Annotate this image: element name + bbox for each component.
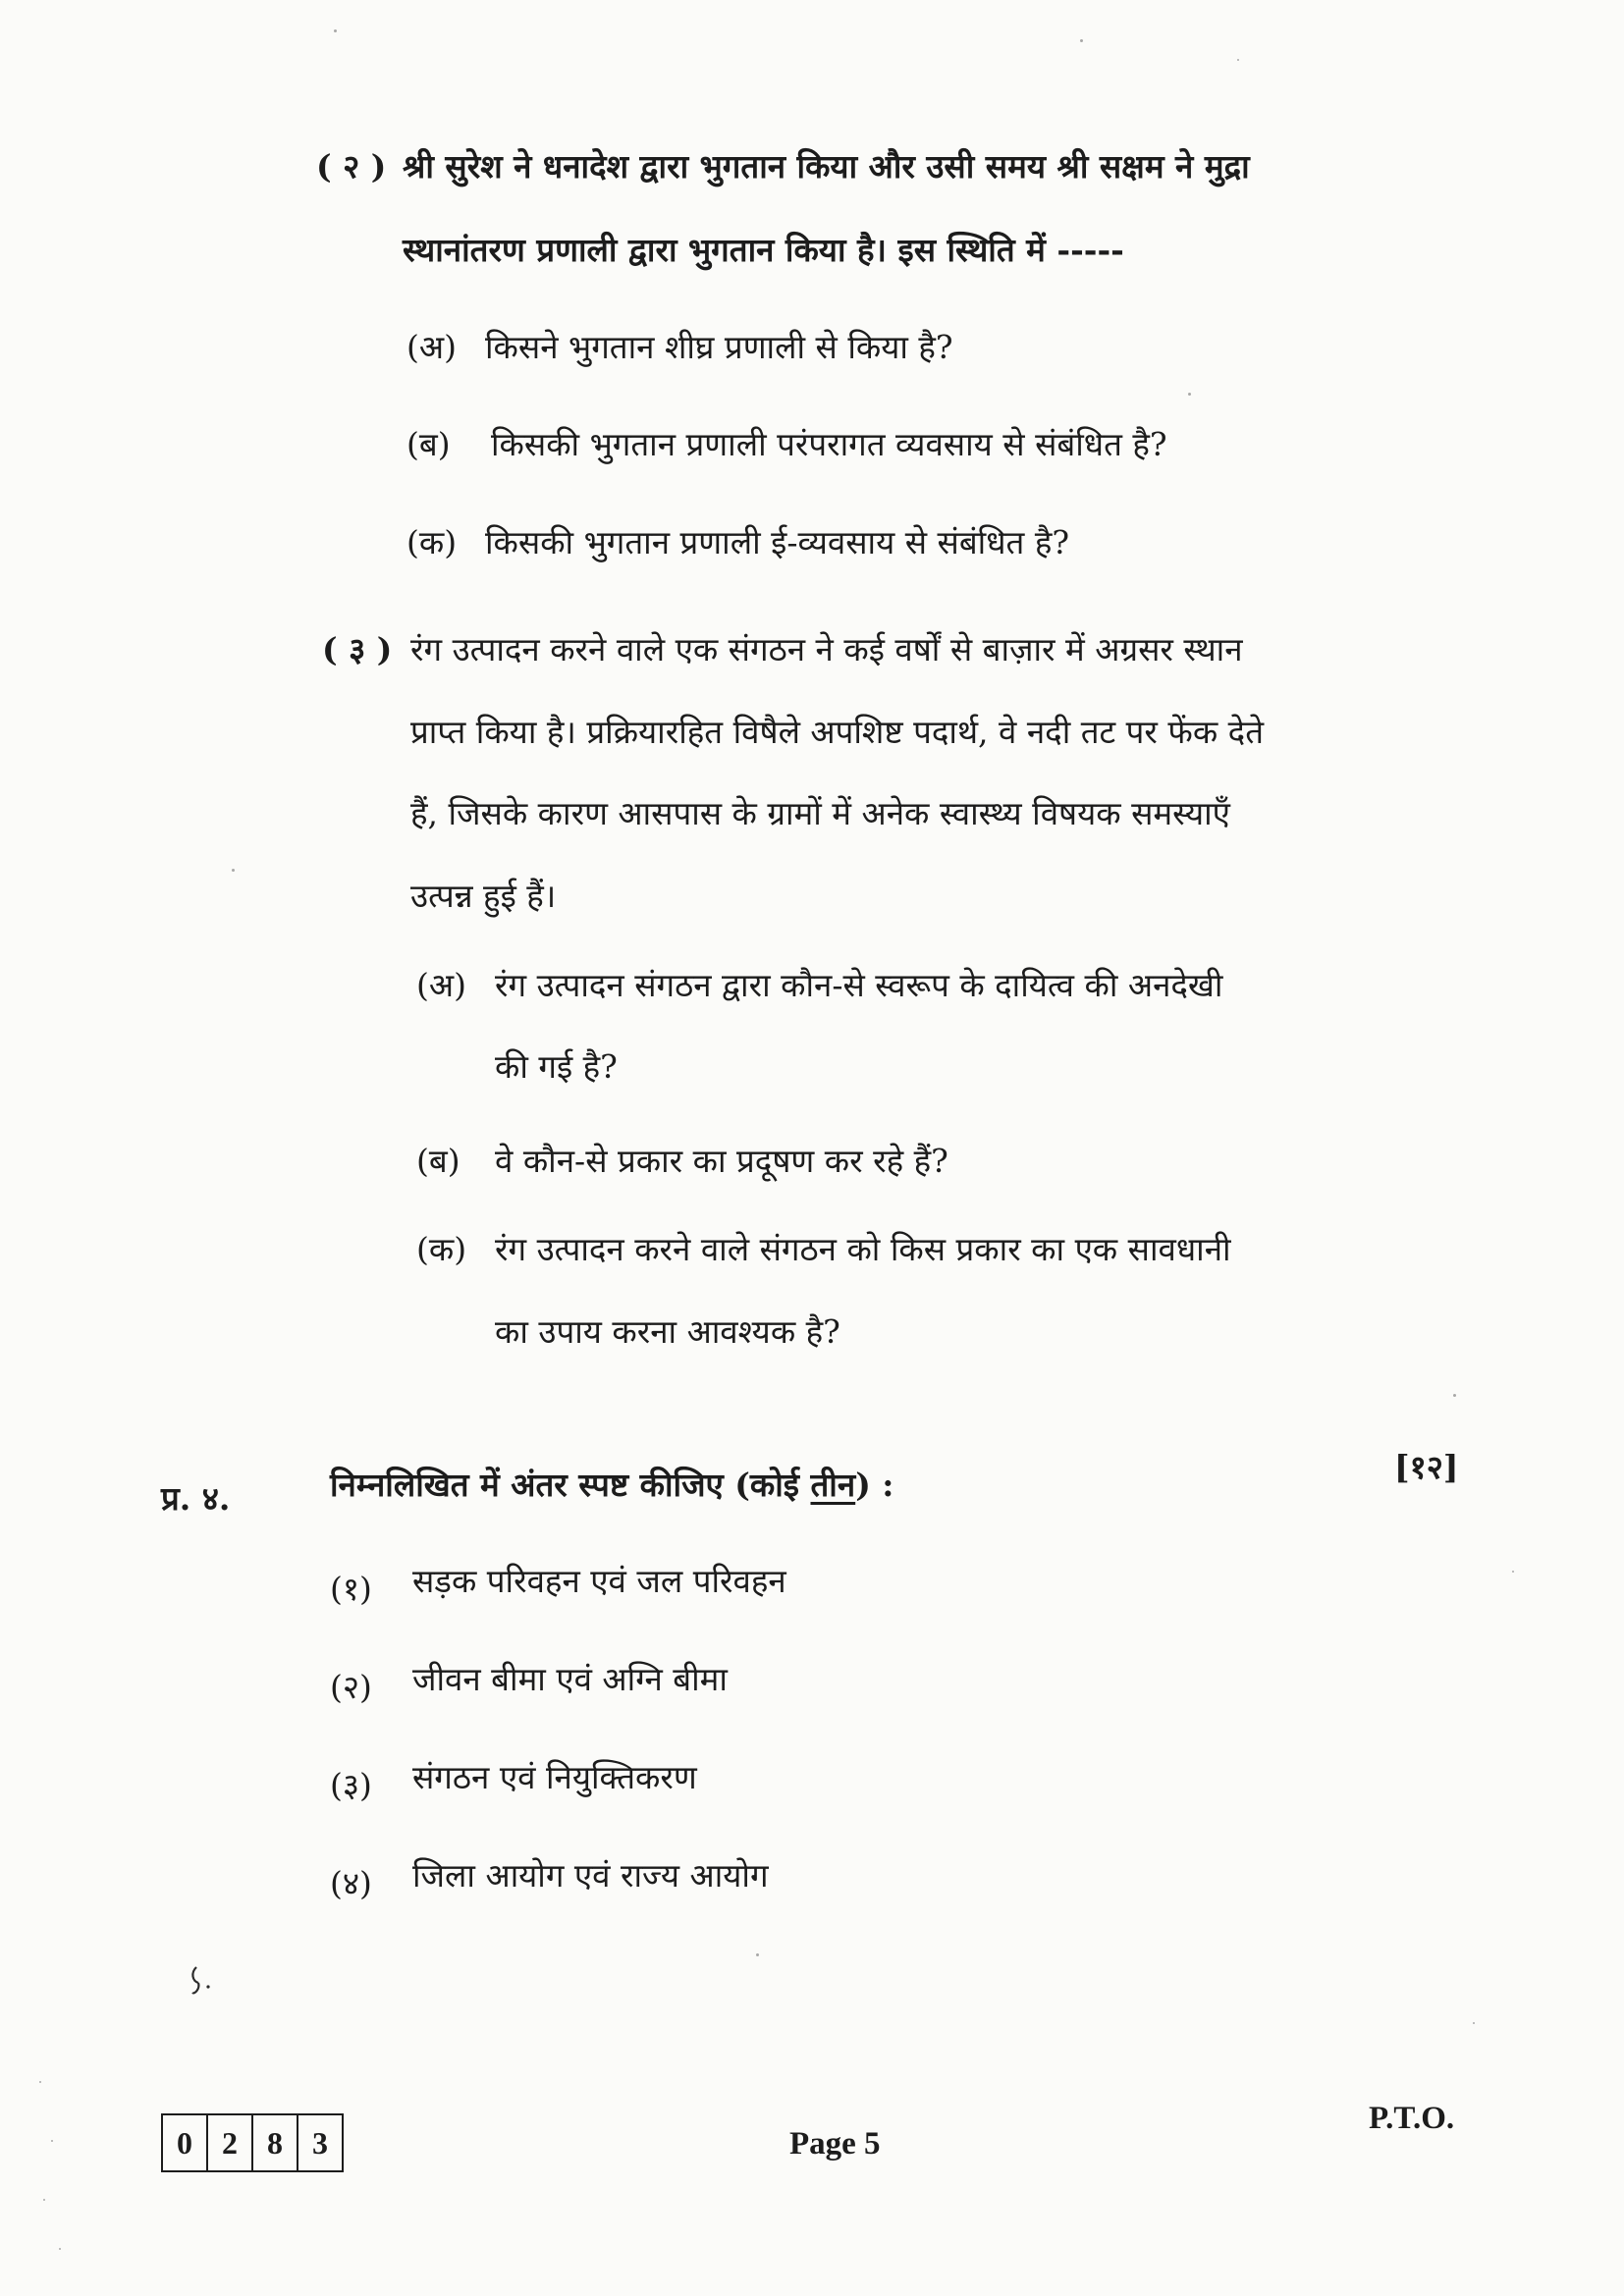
question-3-line-4: उत्पन्न हुई हैं। — [410, 877, 557, 915]
scan-speck — [232, 869, 235, 872]
scan-speck — [39, 2081, 41, 2083]
scan-speck — [1473, 2022, 1475, 2024]
question-4-title-pre: निम्नलिखित में अंतर स्पष्ट कीजिए (कोई — [330, 1466, 811, 1504]
question-4-title-underlined: तीन — [810, 1466, 856, 1504]
question-4-title-post: ) : — [855, 1466, 894, 1504]
question-3a-line-1: रंग उत्पादन संगठन द्वारा कौन-से स्वरूप के दायित्व की अनदेखी — [495, 966, 1223, 1004]
question-2b-label: (ब) — [406, 425, 451, 463]
question-3-line-1: रंग उत्पादन करने वाले एक संगठन ने कई वर्षों से बाज़ार में अग्रसर स्थान — [410, 630, 1243, 668]
question-3b-text: वे कौन-से प्रकार का प्रदूषण कर रहे हैं? — [495, 1142, 948, 1180]
question-4-item-2-label: (२) — [330, 1668, 372, 1706]
scan-speck — [59, 2248, 61, 2250]
question-3-line-2: प्राप्त किया है। प्रक्रियारहित विषैले अपशिष्ट पदार्थ, वे नदी तट पर फेंक देते — [410, 713, 1264, 751]
scan-speck — [51, 2140, 53, 2142]
question-4-item-2-text: जीवन बीमा एवं अग्नि बीमा — [412, 1660, 728, 1698]
scan-speck — [334, 29, 337, 32]
scan-speck — [1453, 1394, 1456, 1397]
question-3c-line-2: का उपाय करना आवश्यक है? — [495, 1312, 840, 1351]
question-3c-label: (क) — [416, 1230, 467, 1268]
question-3-number: ( ३ ) — [322, 630, 393, 668]
scan-speck — [1512, 1571, 1514, 1573]
question-2-number: ( २ ) — [316, 147, 387, 186]
scan-speck — [43, 2199, 45, 2201]
question-3b-label: (ब) — [416, 1142, 460, 1180]
code-digit: 2 — [208, 2115, 253, 2170]
question-3a-line-2: की गई है? — [495, 1047, 618, 1086]
question-4-item-1-text: सड़क परिवहन एवं जल परिवहन — [412, 1562, 786, 1600]
question-2c-label: (क) — [406, 523, 458, 561]
question-4-title — [330, 1466, 894, 1504]
question-4-item-3-text: संगठन एवं नियुक्तिकरण — [412, 1758, 697, 1796]
question-3c-line-1: रंग उत्पादन करने वाले संगठन को किस प्रकार का एक सावधानी — [495, 1230, 1231, 1268]
question-4-marks: [१२] — [1394, 1448, 1459, 1486]
question-4-label: प्र. ४. — [161, 1479, 231, 1518]
question-4-item-3-label: (३) — [330, 1766, 372, 1804]
scan-speck — [756, 1953, 759, 1956]
paper-code-box — [161, 2113, 344, 2172]
code-digit: 0 — [163, 2115, 208, 2170]
question-4-item-1-label: (१) — [330, 1570, 372, 1608]
question-4-item-4-label: (४) — [330, 1864, 372, 1902]
code-digit: 3 — [312, 2125, 328, 2161]
scan-speck — [1237, 59, 1239, 61]
scan-speck — [1080, 39, 1083, 42]
question-4-item-4-text: जिला आयोग एवं राज्य आयोग — [412, 1856, 769, 1895]
pto-label: P.T.O. — [1369, 2101, 1455, 2136]
question-2a-text: किसने भुगतान शीघ्र प्रणाली से किया है? — [485, 328, 953, 366]
question-2-line-1: श्री सुरेश ने धनादेश द्वारा भुगतान किया और उसी समय श्री सक्षम ने मुद्रा — [403, 147, 1250, 186]
question-2c-text: किसकी भुगतान प्रणाली ई-व्यवसाय से संबंधित है? — [485, 523, 1070, 561]
page-number: Page 5 — [789, 2126, 881, 2162]
scan-speck — [1188, 393, 1191, 396]
question-2-line-2: स्थानांतरण प्रणाली द्वारा भुगतान किया है। इस स्थिति में ----- — [403, 231, 1124, 269]
question-2b-text: किसकी भुगतान प्रणाली परंपरागत व्यवसाय से संबंधित है? — [491, 425, 1167, 463]
question-2a-label: (अ) — [406, 328, 457, 366]
question-3a-label: (अ) — [416, 966, 466, 1004]
pen-mark — [189, 1963, 218, 1999]
question-3-line-3: हैं, जिसके कारण आसपास के ग्रामों में अनेक स्वास्थ्य विषयक समस्याएँ — [410, 794, 1230, 832]
code-digit: 8 — [253, 2115, 298, 2170]
